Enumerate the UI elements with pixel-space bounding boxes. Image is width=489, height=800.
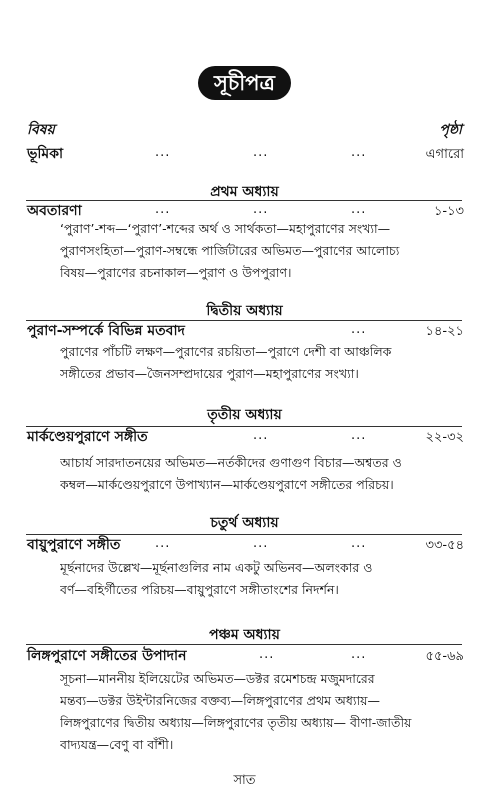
- chapter-heading: পঞ্চম অধ্যায়: [209, 627, 280, 643]
- leader-dots: ...: [259, 647, 275, 662]
- entry-label: বায়ুপুরাণে সঙ্গীত: [27, 537, 121, 553]
- entry-label: ভূমিকা: [27, 146, 64, 162]
- chapter-heading: দ্বিতীয় অধ্যায়: [206, 303, 283, 319]
- chapter-summary: [60, 341, 464, 385]
- subject-header: বিষয়: [27, 122, 55, 138]
- leader-dots: ...: [351, 145, 367, 160]
- entry-page: ১৪-২১: [425, 324, 464, 339]
- summary-line: আচার্য সারদাতনয়ের অভিমত—নর্তকীদের গুণাগুণ বিচার—অশ্বতর ও: [60, 455, 402, 470]
- leader-dots: ...: [253, 202, 269, 217]
- summary-line: পুরাণসংহিতা—পুরাণ-সম্বন্ধে পার্জিটারের অভিমত—পুরাণের আলোচ্য: [60, 243, 400, 258]
- chapter-summary: [60, 218, 464, 284]
- entry-page: ২২-৩২: [425, 430, 464, 445]
- summary-line: সূচনা—মাননীয় ইলিয়েটের অভিমত—ডক্টর রমেশচন্দ্র মজুমদারের: [60, 671, 375, 686]
- chapter-heading: প্রথম অধ্যায়: [210, 184, 279, 200]
- summary-line: বিষয়—পুরাণের রচনাকাল—পুরাণ ও উপপুরাণ।: [60, 265, 292, 280]
- toc-entry: [27, 320, 464, 342]
- leader-dots: ...: [155, 536, 171, 551]
- toc-entry: [27, 645, 464, 667]
- entry-page: এগারো: [425, 147, 464, 162]
- entry-page: ৩৩-৫৪: [425, 538, 464, 553]
- summary-line: মন্তব্য—ডক্টর উইন্টারনিজের বক্তব্য—লিঙ্গপুরাণের প্রথম অধ্যায়—: [60, 693, 380, 708]
- leader-dots: ...: [351, 428, 367, 443]
- toc-entry: [27, 534, 464, 556]
- entry-label: পুরাণ-সম্পর্কে বিভিন্ন মতবাদ: [27, 323, 185, 339]
- title-area: [0, 66, 489, 100]
- entry-page: ১-১৩: [433, 204, 464, 219]
- summary-line: ‘পুরাণ’-শব্দ—‘পুরাণ’-শব্দের অর্থ ও সার্থকতা—মহাপুরাণের সংখ্যা—: [60, 221, 391, 236]
- summary-line: কম্বল—মার্কণ্ডেয়পুরাণে উপাখ্যান—মার্কণ্ডেয়পুরাণে সঙ্গীতের পরিচয়।: [60, 477, 394, 492]
- entry-page: ৫৫-৬৯: [425, 649, 464, 664]
- leader-dots: ...: [155, 202, 171, 217]
- leader-dots: ...: [253, 145, 269, 160]
- column-headers: [27, 118, 462, 142]
- leader-dots: ...: [253, 428, 269, 443]
- page-header: পৃষ্ঠা: [439, 122, 462, 138]
- summary-line: পুরাণের পাঁচটি লক্ষণ—পুরাণের রচয়িতা—পুরাণে দেশী বা আঞ্চলিক: [60, 344, 392, 359]
- summary-line: লিঙ্গপুরাণের দ্বিতীয় অধ্যায়—লিঙ্গপুরাণের তৃতীয় অধ্যায়— বীণা-জাতীয়: [60, 715, 412, 730]
- chapter-summary: [60, 557, 464, 601]
- chapter-heading: চতুর্থ অধ্যায়: [210, 515, 279, 531]
- page-number-footer: সাত: [233, 773, 256, 788]
- toc-entry: [27, 426, 464, 448]
- leader-dots: ...: [351, 536, 367, 551]
- summary-line: বর্ণ—বহির্গীতের পরিচয়—বায়ুপুরাণে সঙ্গীতাংশের নিদর্শন।: [60, 582, 339, 597]
- summary-line: মূর্ছনাদের উল্লেখ—মূর্ছনাগুলির নাম একটু অভিনব—অলংকার ও: [60, 560, 373, 575]
- leader-dots: ...: [155, 145, 171, 160]
- leader-dots: ...: [351, 202, 367, 217]
- entry-label: অবতারণা: [27, 203, 82, 219]
- chapter-heading: তৃতীয় অধ্যায়: [207, 407, 282, 423]
- summary-line: সঙ্গীতের প্রভাব—জৈনসম্প্রদায়ের পুরাণ—মহাপুরাণের সংখ্যা।: [60, 366, 359, 381]
- entry-label: লিঙ্গপুরাণে সঙ্গীতের উপাদান: [27, 648, 187, 664]
- page-title: সূচীপত্র: [198, 66, 291, 100]
- entry-label: মার্কণ্ডেয়পুরাণে সঙ্গীত: [27, 429, 148, 445]
- leader-dots: ...: [351, 322, 367, 337]
- chapter-summary: [60, 668, 464, 756]
- leader-dots: ...: [351, 647, 367, 662]
- leader-dots: ...: [253, 536, 269, 551]
- summary-line: বাদ্যযন্ত্র—বেণু বা বাঁশী।: [60, 737, 174, 752]
- toc-entry-intro: [27, 143, 464, 165]
- chapter-summary: [60, 452, 464, 496]
